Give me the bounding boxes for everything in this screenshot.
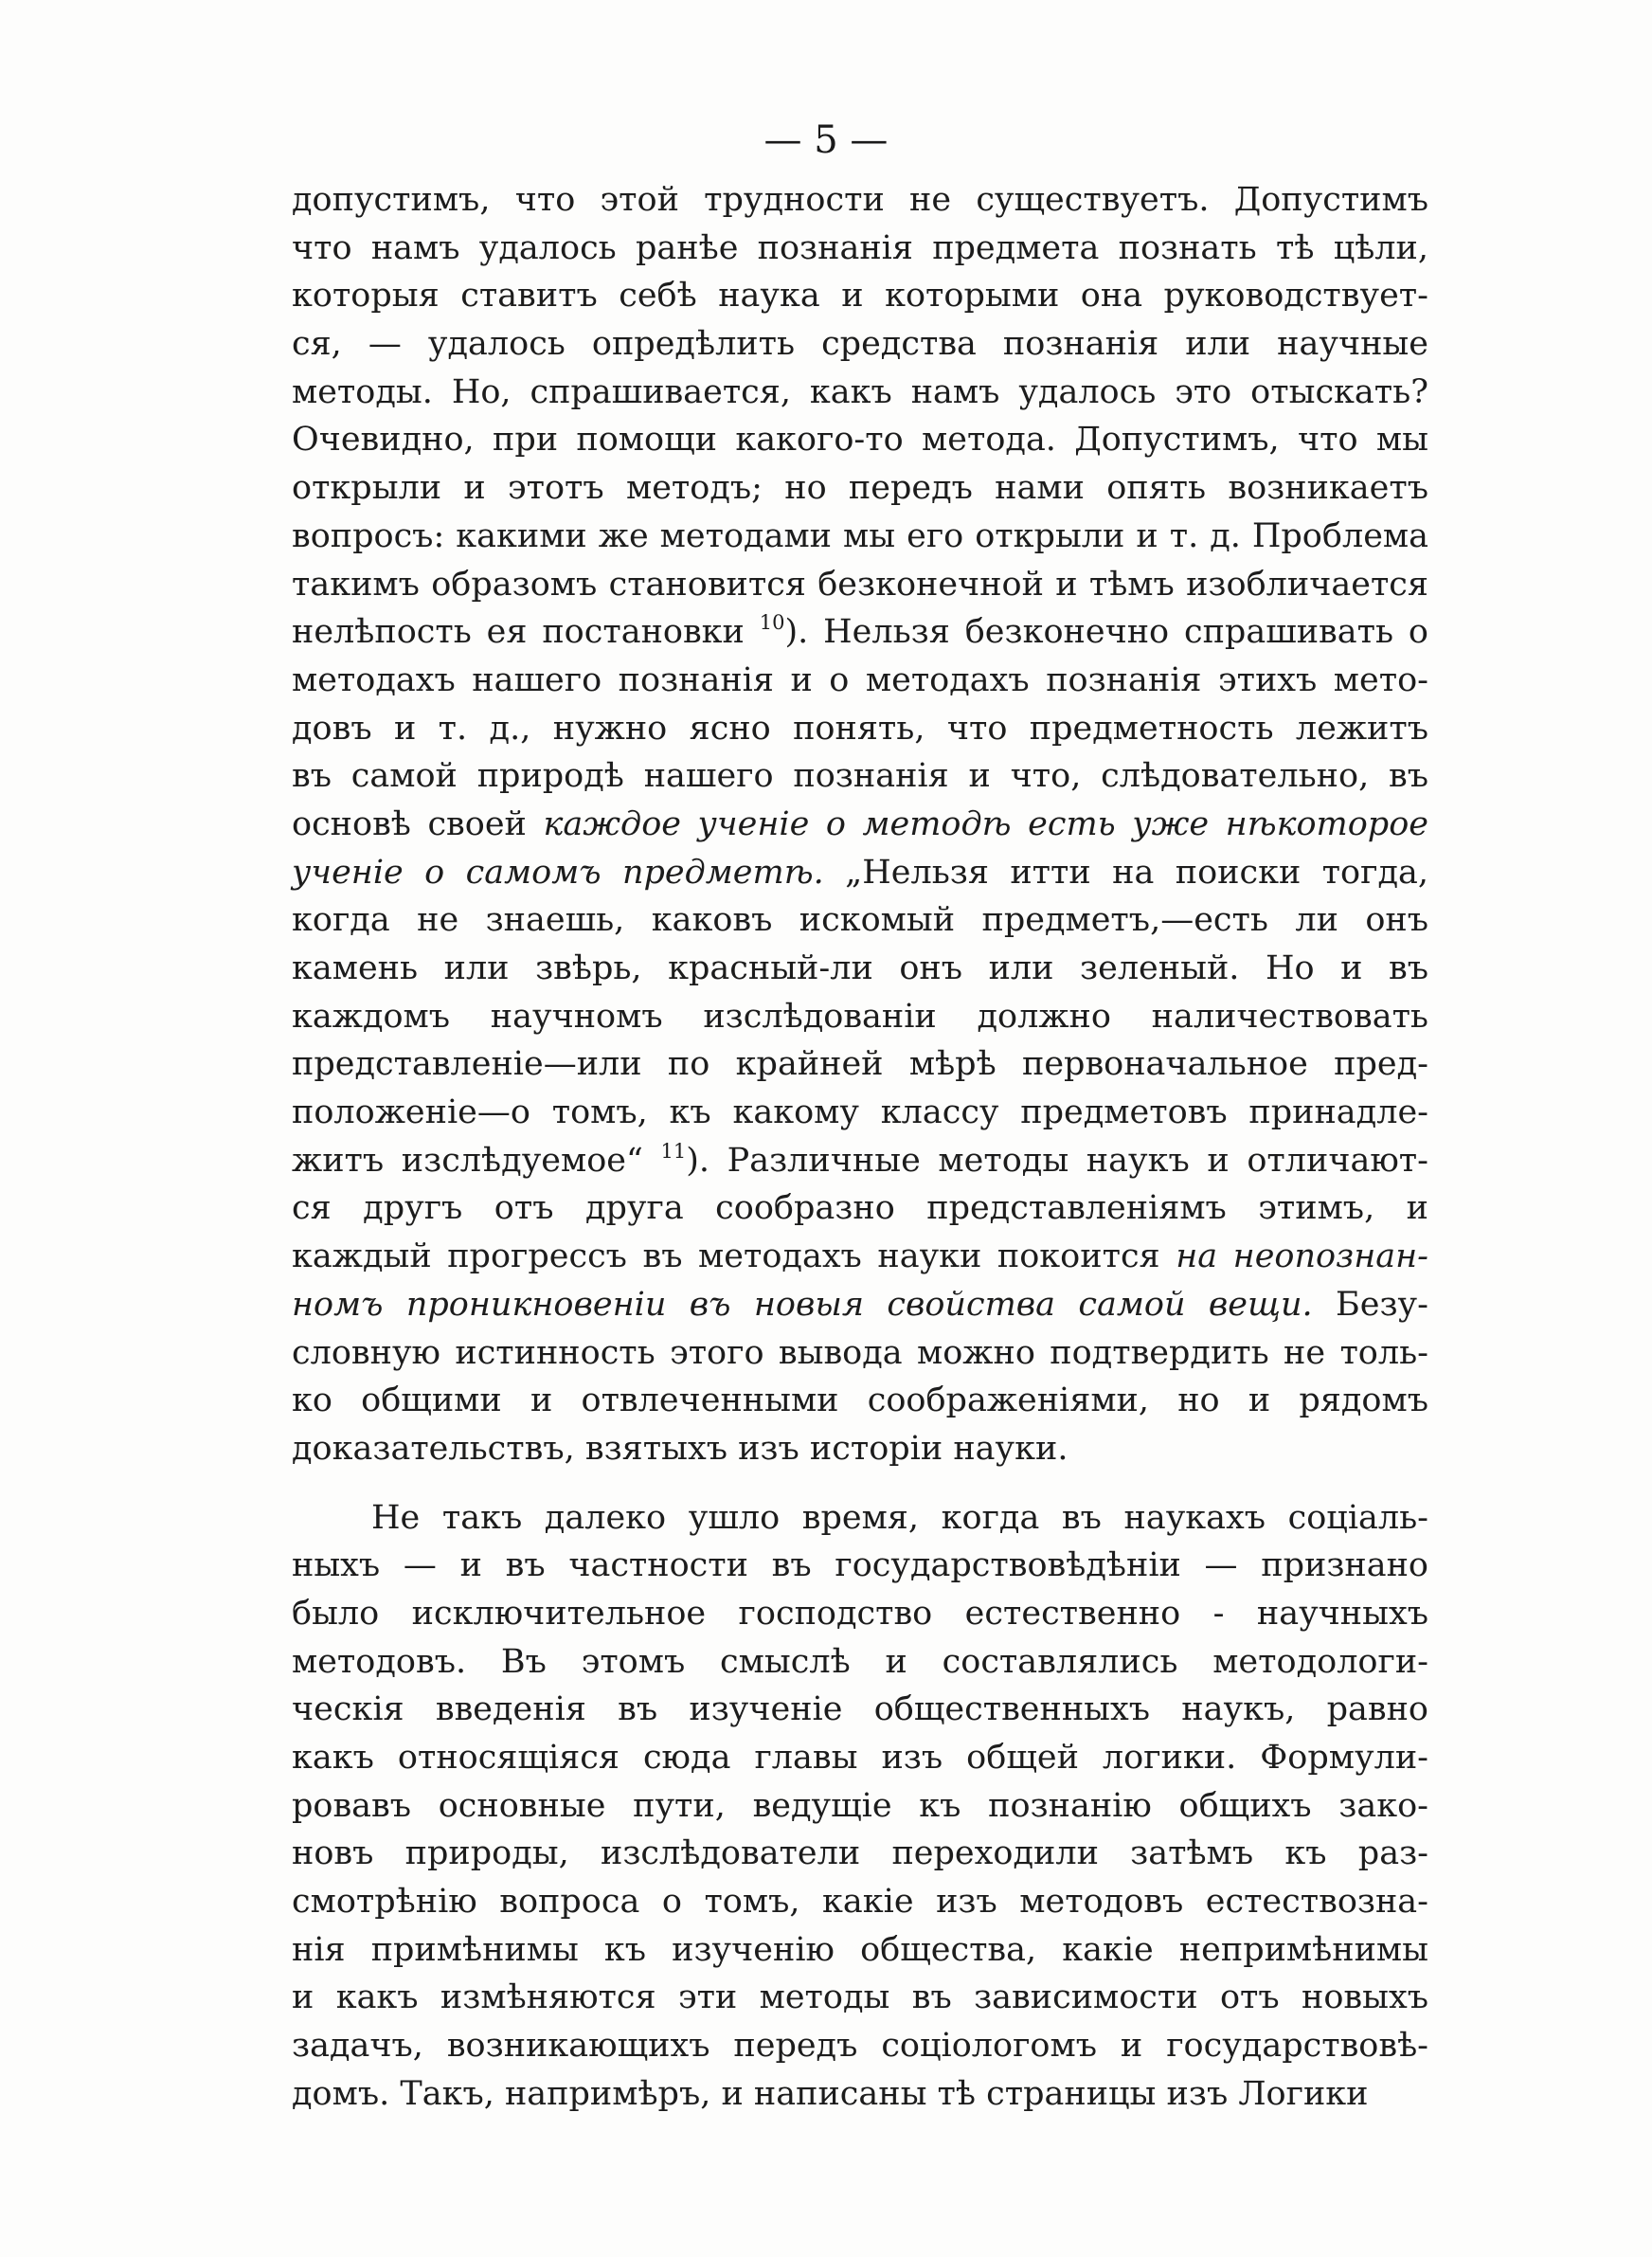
text-line (292, 176, 1428, 225)
text-run: ся, — удалось опредѣлить средства познанія или научные (292, 325, 1428, 364)
text-line (292, 513, 1428, 561)
text-line (292, 801, 1428, 849)
text-line (292, 1329, 1428, 1378)
paragraph-gap (292, 1473, 1428, 1494)
text-line (292, 1494, 1428, 1543)
text-run: житъ изслѣдуемое“ (292, 1141, 661, 1180)
text-line (292, 2070, 1428, 2119)
text-run: такимъ образомъ становится безконечной и тѣмъ изобличается (292, 565, 1428, 604)
text-line (292, 993, 1428, 1041)
text-run: ровавъ основные пути, ведущіе къ познанію общихъ зако- (292, 1786, 1428, 1825)
italic-text: ученіе о самомъ предметѣ. (292, 853, 824, 892)
text-run: когда не знаешь, каковъ искомый предметъ,—есть ли онъ (292, 901, 1428, 940)
text-run: положеніе—о томъ, къ какому классу предметовъ принадле- (292, 1093, 1428, 1132)
text-run: „Нельзя итти на поиски тогда, (823, 853, 1428, 892)
text-line (292, 1281, 1428, 1329)
text-run: каждомъ научномъ изслѣдованіи должно наличествовать (292, 997, 1428, 1036)
text-run: ). Различные методы наукъ и отличают- (686, 1141, 1428, 1180)
text-run: и какъ измѣняются эти методы въ зависимости отъ новыхъ (292, 1978, 1428, 2017)
text-run: вопросъ: какими же методами мы его открыли и т. д. Проблема (292, 516, 1428, 555)
text-run: новъ природы, изслѣдователи переходили затѣмъ къ раз- (292, 1834, 1428, 1873)
text-run: ческія введенія въ изученіе общественныхъ наукъ, равно (292, 1690, 1428, 1729)
text-line (292, 225, 1428, 273)
page-number: — 5 — (763, 118, 889, 162)
text-line (292, 945, 1428, 993)
text-run: Очевидно, при помощи какого-то метода. Допустимъ, что мы (292, 421, 1428, 460)
footnote-ref: 10 (759, 611, 785, 635)
text-line (292, 1137, 1428, 1185)
text-run: было исключительное господство естественно - научныхъ (292, 1594, 1428, 1633)
text-run: ко общими и отвлеченными соображеніями, но и рядомъ (292, 1381, 1428, 1420)
paragraph-2 (292, 1494, 1428, 2119)
text-run: доказательствъ, взятыхъ изъ исторіи науки. (292, 1429, 1068, 1468)
text-run: допустимъ, что этой трудности не существуетъ. Допустимъ (292, 181, 1428, 219)
text-line (292, 272, 1428, 320)
text-run: нелѣпость ея постановки (292, 613, 760, 652)
text-line (292, 657, 1428, 705)
text-run: ). Нельзя безконечно спрашивать о (784, 613, 1428, 652)
text-run: открыли и этотъ методъ; но передъ нами опять возникаетъ (292, 469, 1428, 508)
text-run: методы. Но, спрашивается, какъ намъ удалось это отыскать? (292, 372, 1428, 411)
text-run: которыя ставитъ себѣ наука и которыми она руководствует- (292, 277, 1428, 316)
text-run: камень или звѣрь, красный-ли онъ или зеленый. Но и въ (292, 949, 1428, 987)
paragraph-1 (292, 176, 1428, 1473)
text-line (292, 1878, 1428, 1926)
text-run: смотрѣнію вопроса о томъ, какіе изъ методовъ естествозна- (292, 1883, 1428, 1922)
text-line (292, 1686, 1428, 1734)
text-line (292, 1542, 1428, 1590)
body-text (292, 176, 1428, 2119)
text-run: въ самой природѣ нашего познанія и что, слѣдовательно, въ (292, 757, 1428, 796)
footnote-ref: 11 (660, 1139, 687, 1163)
text-line (292, 608, 1428, 657)
text-line (292, 1590, 1428, 1638)
text-line (292, 1638, 1428, 1687)
text-run: словную истинность этого вывода можно подтвердить не толь- (292, 1333, 1428, 1372)
text-run: Не такъ далеко ушло время, когда въ наукахъ соціаль- (371, 1498, 1428, 1537)
text-line (292, 705, 1428, 753)
italic-text: на неопознан- (1176, 1237, 1429, 1276)
text-run: задачъ, возникающихъ передъ соціологомъ и государствовѣ- (292, 2027, 1428, 2066)
text-run: ныхъ — и въ частности въ государствовѣдѣніи — признано (292, 1546, 1428, 1585)
text-line (292, 1734, 1428, 1782)
text-line (292, 1782, 1428, 1831)
text-line (292, 369, 1428, 417)
text-line (292, 561, 1428, 609)
text-run: что намъ удалось ранѣе познанія предмета познать тѣ цѣли, (292, 228, 1428, 267)
text-line (292, 2022, 1428, 2070)
text-run: нія примѣнимы къ изученію общества, какіе непримѣнимы (292, 1930, 1428, 1969)
text-line (292, 1926, 1428, 1975)
text-run: довъ и т. д., нужно ясно понять, что предметность лежитъ (292, 709, 1428, 748)
text-run: Безу- (1312, 1285, 1428, 1324)
text-line (292, 752, 1428, 801)
text-run: какъ относящіяся сюда главы изъ общей логики. Формули- (292, 1739, 1428, 1777)
text-run: ся другъ отъ друга сообразно представленіямъ этимъ, и (292, 1189, 1428, 1228)
text-run: основѣ своей (292, 804, 544, 843)
text-line (292, 320, 1428, 369)
text-line (292, 416, 1428, 464)
italic-text: номъ проникновеніи въ новыя свойства самой вещи. (292, 1285, 1313, 1324)
italic-text: каждое ученіе о методѣ есть уже нѣкоторое (543, 804, 1428, 843)
text-line (292, 1425, 1428, 1473)
text-line (292, 1830, 1428, 1878)
text-line (292, 896, 1428, 945)
text-line (292, 1974, 1428, 2022)
text-run: домъ. Такъ, напримѣръ, и написаны тѣ страницы изъ Логики (292, 2074, 1369, 2113)
text-line (292, 849, 1428, 897)
text-run: методовъ. Въ этомъ смыслѣ и составлялись методологи- (292, 1642, 1428, 1681)
text-line (292, 1040, 1428, 1089)
text-line (292, 1233, 1428, 1281)
text-run: каждый прогрессъ въ методахъ науки покоится (292, 1237, 1176, 1276)
text-run: методахъ нашего познанія и о методахъ познанія этихъ мето- (292, 660, 1428, 699)
text-line (292, 1377, 1428, 1425)
text-line (292, 1184, 1428, 1233)
text-run: представленіе—или по крайней мѣрѣ первоначальное пред- (292, 1045, 1428, 1084)
text-line (292, 464, 1428, 513)
text-line (292, 1089, 1428, 1137)
